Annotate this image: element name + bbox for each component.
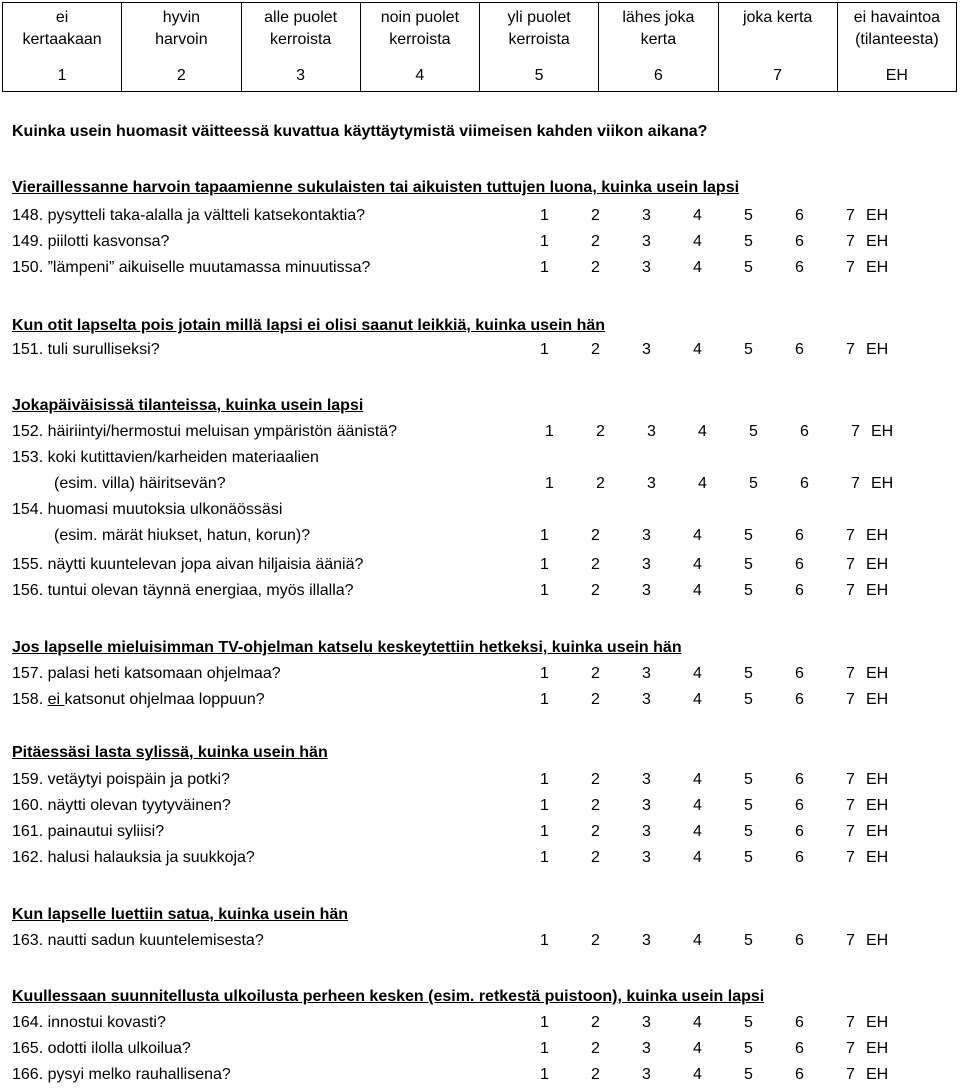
answer-option[interactable]: 6	[795, 665, 804, 682]
answer-option[interactable]: 4	[693, 207, 702, 224]
answer-option[interactable]: 6	[795, 556, 804, 573]
answer-option[interactable]: 4	[693, 1066, 702, 1083]
answer-option[interactable]: 2	[591, 207, 600, 224]
answer-option[interactable]: EH	[866, 259, 889, 276]
answer-option[interactable]: 7	[846, 691, 855, 708]
answer-option[interactable]: EH	[866, 1066, 889, 1083]
answer-option[interactable]: 7	[846, 1066, 855, 1083]
section-heading: Jos lapselle mieluisimman TV-ohjelman katselu keskeytettiin hetkeksi, kuinka usein hän	[12, 639, 682, 656]
answer-option[interactable]: 7	[846, 1040, 855, 1057]
answer-option[interactable]: 1	[540, 1066, 549, 1083]
answer-option[interactable]: 6	[795, 1066, 804, 1083]
answer-option[interactable]: 3	[642, 527, 651, 544]
answer-option[interactable]: 5	[749, 423, 758, 440]
answer-option[interactable]: EH	[866, 527, 889, 544]
answer-option[interactable]: EH	[866, 932, 889, 949]
answer-option[interactable]: 1	[540, 691, 549, 708]
answer-option[interactable]: 4	[693, 556, 702, 573]
answer-option[interactable]: 4	[693, 932, 702, 949]
answer-option[interactable]: 2	[596, 475, 605, 492]
answer-option[interactable]: 1	[540, 932, 549, 949]
answer-option[interactable]: 3	[642, 341, 651, 358]
answer-option[interactable]: 4	[693, 1014, 702, 1031]
answer-option[interactable]: 2	[591, 233, 600, 250]
answer-option[interactable]: 2	[591, 665, 600, 682]
answer-option[interactable]: 6	[795, 797, 804, 814]
question-text: 163. nautti sadun kuuntelemisesta?	[12, 932, 264, 949]
answer-option[interactable]: 3	[642, 1066, 651, 1083]
question-text: 159. vetäytyi poispäin ja potki?	[12, 771, 230, 788]
answer-scale	[540, 931, 888, 951]
question-text: 155. näytti kuuntelevan jopa aivan hiljaisia ääniä?	[12, 556, 364, 573]
answer-option[interactable]: 5	[744, 932, 753, 949]
answer-option[interactable]: 1	[540, 1014, 549, 1031]
answer-scale	[540, 581, 888, 601]
scale-option: hyvin harvoin 2	[122, 3, 241, 92]
answer-option[interactable]: 1	[540, 259, 549, 276]
answer-option[interactable]: 4	[693, 582, 702, 599]
question-continuation: (esim. villa) häiritsevän?	[54, 475, 226, 492]
answer-option[interactable]: 5	[744, 207, 753, 224]
answer-option[interactable]: 2	[591, 771, 600, 788]
question-text: 156. tuntui olevan täynnä energiaa, myös illalla?	[12, 582, 354, 599]
negation-word: ei	[47, 691, 65, 708]
answer-option[interactable]: 2	[591, 527, 600, 544]
answer-option[interactable]: 5	[749, 475, 758, 492]
answer-option[interactable]: 2	[591, 1040, 600, 1057]
answer-option[interactable]: 5	[744, 527, 753, 544]
answer-option[interactable]: 4	[693, 691, 702, 708]
answer-scale	[540, 526, 888, 546]
scale-option: yli puolet kerroista 5	[480, 3, 599, 92]
answer-option[interactable]: 6	[795, 932, 804, 949]
answer-option[interactable]: 7	[846, 1014, 855, 1031]
question-text: 148. pysytteli taka-alalla ja vältteli katsekontaktia?	[12, 207, 366, 224]
scale-option: alle puolet kerroista 3	[241, 3, 360, 92]
answer-option[interactable]: 5	[744, 771, 753, 788]
answer-option[interactable]: 2	[591, 797, 600, 814]
answer-option[interactable]: 4	[693, 823, 702, 840]
answer-option[interactable]: EH	[866, 556, 889, 573]
answer-option[interactable]: 3	[642, 823, 651, 840]
answer-option[interactable]: 6	[795, 527, 804, 544]
answer-option[interactable]: 7	[846, 233, 855, 250]
answer-option[interactable]: 7	[846, 823, 855, 840]
answer-option[interactable]: 2	[591, 1066, 600, 1083]
answer-option[interactable]: 6	[795, 1014, 804, 1031]
answer-option[interactable]: EH	[871, 423, 894, 440]
question-text: 165. odotti ilolla ulkoilua?	[12, 1040, 191, 1057]
answer-scale	[540, 206, 888, 226]
answer-option[interactable]: 2	[591, 1014, 600, 1031]
answer-option[interactable]: EH	[866, 771, 889, 788]
question-text	[12, 690, 265, 710]
answer-option[interactable]: 4	[693, 771, 702, 788]
answer-scale	[540, 1039, 888, 1059]
answer-scale	[540, 258, 888, 278]
answer-option[interactable]: 2	[591, 259, 600, 276]
answer-option[interactable]: EH	[866, 582, 889, 599]
answer-option[interactable]: 5	[744, 665, 753, 682]
answer-option[interactable]: 1	[540, 556, 549, 573]
question-number: 158.	[12, 691, 48, 708]
answer-option[interactable]: 7	[846, 582, 855, 599]
answer-option[interactable]: 7	[846, 341, 855, 358]
section-heading: Jokapäiväisissä tilanteissa, kuinka usein lapsi	[12, 397, 364, 414]
question-text: 157. palasi heti katsomaan ohjelmaa?	[12, 665, 281, 682]
answer-option[interactable]: 3	[642, 691, 651, 708]
answer-scale	[540, 1013, 888, 1033]
question-text: 166. pysyi melko rauhallisena?	[12, 1066, 231, 1083]
answer-option[interactable]: 5	[744, 849, 753, 866]
answer-option[interactable]: 7	[846, 556, 855, 573]
answer-option[interactable]: 1	[545, 423, 554, 440]
answer-scale	[545, 422, 893, 442]
answer-option[interactable]: 4	[693, 1040, 702, 1057]
answer-option[interactable]: 1	[540, 582, 549, 599]
answer-option[interactable]: 3	[642, 932, 651, 949]
answer-option[interactable]: 6	[795, 582, 804, 599]
answer-option[interactable]: 4	[698, 475, 707, 492]
answer-option[interactable]: EH	[871, 475, 894, 492]
answer-option[interactable]: 4	[693, 665, 702, 682]
answer-scale	[540, 232, 888, 252]
answer-option[interactable]: 1	[540, 665, 549, 682]
answer-option[interactable]: 2	[591, 932, 600, 949]
answer-option[interactable]: 5	[744, 1014, 753, 1031]
answer-option[interactable]: 3	[642, 797, 651, 814]
answer-option[interactable]: 3	[647, 423, 656, 440]
answer-option[interactable]: 7	[846, 797, 855, 814]
answer-option[interactable]: 5	[744, 556, 753, 573]
answer-option[interactable]: EH	[866, 665, 889, 682]
answer-option[interactable]: 6	[795, 771, 804, 788]
answer-option[interactable]: 6	[795, 259, 804, 276]
scale-option: ei havaintoa (tilanteesta) EH	[837, 3, 956, 92]
question-text: 164. innostui kovasti?	[12, 1014, 166, 1031]
answer-scale	[540, 555, 888, 575]
answer-option[interactable]: 2	[591, 556, 600, 573]
answer-option[interactable]: 5	[744, 341, 753, 358]
answer-option[interactable]: 4	[693, 341, 702, 358]
answer-option[interactable]: 1	[540, 527, 549, 544]
question-text: 149. piilotti kasvonsa?	[12, 233, 170, 250]
answer-option[interactable]: EH	[866, 1014, 889, 1031]
answer-option[interactable]: 4	[693, 233, 702, 250]
answer-scale	[540, 822, 888, 842]
answer-option[interactable]: 2	[591, 341, 600, 358]
answer-option[interactable]: 5	[744, 691, 753, 708]
answer-option[interactable]: EH	[866, 823, 889, 840]
answer-option[interactable]: 7	[846, 932, 855, 949]
answer-option[interactable]: 2	[591, 849, 600, 866]
answer-option[interactable]: 1	[540, 797, 549, 814]
answer-scale	[540, 770, 888, 790]
answer-option[interactable]: 5	[744, 259, 753, 276]
answer-option[interactable]: 6	[795, 341, 804, 358]
answer-option[interactable]: EH	[866, 207, 889, 224]
answer-option[interactable]: 3	[647, 475, 656, 492]
answer-option[interactable]: 4	[693, 797, 702, 814]
answer-option[interactable]: 2	[591, 582, 600, 599]
answer-option[interactable]: EH	[866, 691, 889, 708]
question-text: 162. halusi halauksia ja suukkoja?	[12, 849, 255, 866]
section-heading: Vieraillessanne harvoin tapaamienne sukulaisten tai aikuisten tuttujen luona, kuinka usein lapsi	[12, 179, 740, 196]
answer-option[interactable]: 7	[846, 207, 855, 224]
main-question: Kuinka usein huomasit väitteessä kuvattua käyttäytymistä viimeisen kahden viikon aikana?	[12, 123, 708, 140]
answer-option[interactable]: EH	[866, 341, 889, 358]
answer-option[interactable]: 1	[540, 233, 549, 250]
question-text: 153. koki kutittavien/karheiden materiaalien	[12, 449, 319, 466]
answer-option[interactable]: 3	[642, 1040, 651, 1057]
scale-option: noin puolet kerroista 4	[360, 3, 479, 92]
question-text: 161. painautui syliisi?	[12, 823, 165, 840]
answer-scale	[540, 796, 888, 816]
answer-option[interactable]: 7	[846, 259, 855, 276]
answer-option[interactable]: 2	[596, 423, 605, 440]
answer-option[interactable]: 3	[642, 771, 651, 788]
section-heading: Kun otit lapselta pois jotain millä lapsi ei olisi saanut leikkiä, kuinka usein hän	[12, 317, 606, 334]
section-heading: Pitäessäsi lasta sylissä, kuinka usein hän	[12, 744, 328, 761]
answer-option[interactable]: 3	[642, 233, 651, 250]
answer-option[interactable]: 5	[744, 1040, 753, 1057]
answer-option[interactable]: 7	[846, 665, 855, 682]
answer-option[interactable]: 6	[795, 691, 804, 708]
answer-option[interactable]: 3	[642, 849, 651, 866]
answer-option[interactable]: 2	[591, 691, 600, 708]
question-text: 150. ”lämpeni” aikuiselle muutamassa minuutissa?	[12, 259, 371, 276]
answer-option[interactable]: EH	[866, 849, 889, 866]
question-rest: katsonut ohjelmaa loppuun?	[64, 691, 265, 708]
question-text: 152. häiriintyi/hermostui meluisan ympäristön äänistä?	[12, 423, 398, 440]
answer-option[interactable]: 5	[744, 233, 753, 250]
answer-option[interactable]: 4	[693, 527, 702, 544]
answer-option[interactable]: 5	[744, 582, 753, 599]
answer-option[interactable]: 1	[540, 849, 549, 866]
answer-option[interactable]: 1	[540, 823, 549, 840]
answer-scale	[540, 1065, 888, 1085]
answer-option[interactable]: 5	[744, 1066, 753, 1083]
answer-option[interactable]: 3	[642, 665, 651, 682]
answer-option[interactable]: EH	[866, 1040, 889, 1057]
answer-option[interactable]: 7	[851, 423, 860, 440]
answer-option[interactable]: 6	[795, 233, 804, 250]
answer-option[interactable]: 1	[545, 475, 554, 492]
answer-option[interactable]: 7	[846, 527, 855, 544]
answer-option[interactable]: 1	[540, 771, 549, 788]
answer-option[interactable]: 3	[642, 207, 651, 224]
section-heading: Kun lapselle luettiin satua, kuinka usein hän	[12, 906, 349, 923]
answer-option[interactable]: 3	[642, 259, 651, 276]
answer-scale	[540, 848, 888, 868]
answer-option[interactable]: 5	[744, 823, 753, 840]
answer-option[interactable]: 4	[693, 849, 702, 866]
answer-option[interactable]: 6	[800, 423, 809, 440]
answer-option[interactable]: 6	[795, 849, 804, 866]
question-text: 154. huomasi muutoksia ulkonäössäsi	[12, 501, 283, 518]
answer-option[interactable]: 3	[642, 556, 651, 573]
answer-option[interactable]: 7	[846, 771, 855, 788]
answer-option[interactable]: 3	[642, 1014, 651, 1031]
scale-option: ei kertaakaan 1	[3, 3, 122, 92]
answer-option[interactable]: EH	[866, 233, 889, 250]
answer-option[interactable]: 6	[795, 207, 804, 224]
section-heading: Kuullessaan suunnitellusta ulkoilusta perheen kesken (esim. retkestä puistoon), kuinka usein lapsi	[12, 988, 765, 1005]
question-text: 151. tuli surulliseksi?	[12, 341, 160, 358]
scale-option: lähes joka kerta 6	[599, 3, 718, 92]
answer-option[interactable]: 1	[540, 1040, 549, 1057]
answer-option[interactable]: 3	[642, 582, 651, 599]
answer-option[interactable]: 5	[744, 797, 753, 814]
answer-option[interactable]: 7	[846, 849, 855, 866]
answer-scale	[545, 474, 893, 494]
answer-option[interactable]: EH	[866, 797, 889, 814]
scale-option: joka kerta 7	[718, 3, 837, 92]
answer-scale	[540, 690, 888, 710]
answer-option[interactable]: 1	[540, 207, 549, 224]
answer-option[interactable]: 6	[795, 823, 804, 840]
answer-option[interactable]: 6	[795, 1040, 804, 1057]
answer-option[interactable]: 6	[800, 475, 809, 492]
answer-option[interactable]: 2	[591, 823, 600, 840]
answer-option[interactable]: 7	[851, 475, 860, 492]
question-continuation: (esim. märät hiukset, hatun, korun)?	[54, 527, 311, 544]
answer-option[interactable]: 1	[540, 341, 549, 358]
answer-option[interactable]: 4	[698, 423, 707, 440]
answer-scale	[540, 664, 888, 684]
question-text: 160. näytti olevan tyytyväinen?	[12, 797, 231, 814]
answer-option[interactable]: 4	[693, 259, 702, 276]
answer-scale	[540, 340, 888, 360]
scale-row	[3, 3, 957, 92]
response-scale-table	[2, 2, 957, 92]
